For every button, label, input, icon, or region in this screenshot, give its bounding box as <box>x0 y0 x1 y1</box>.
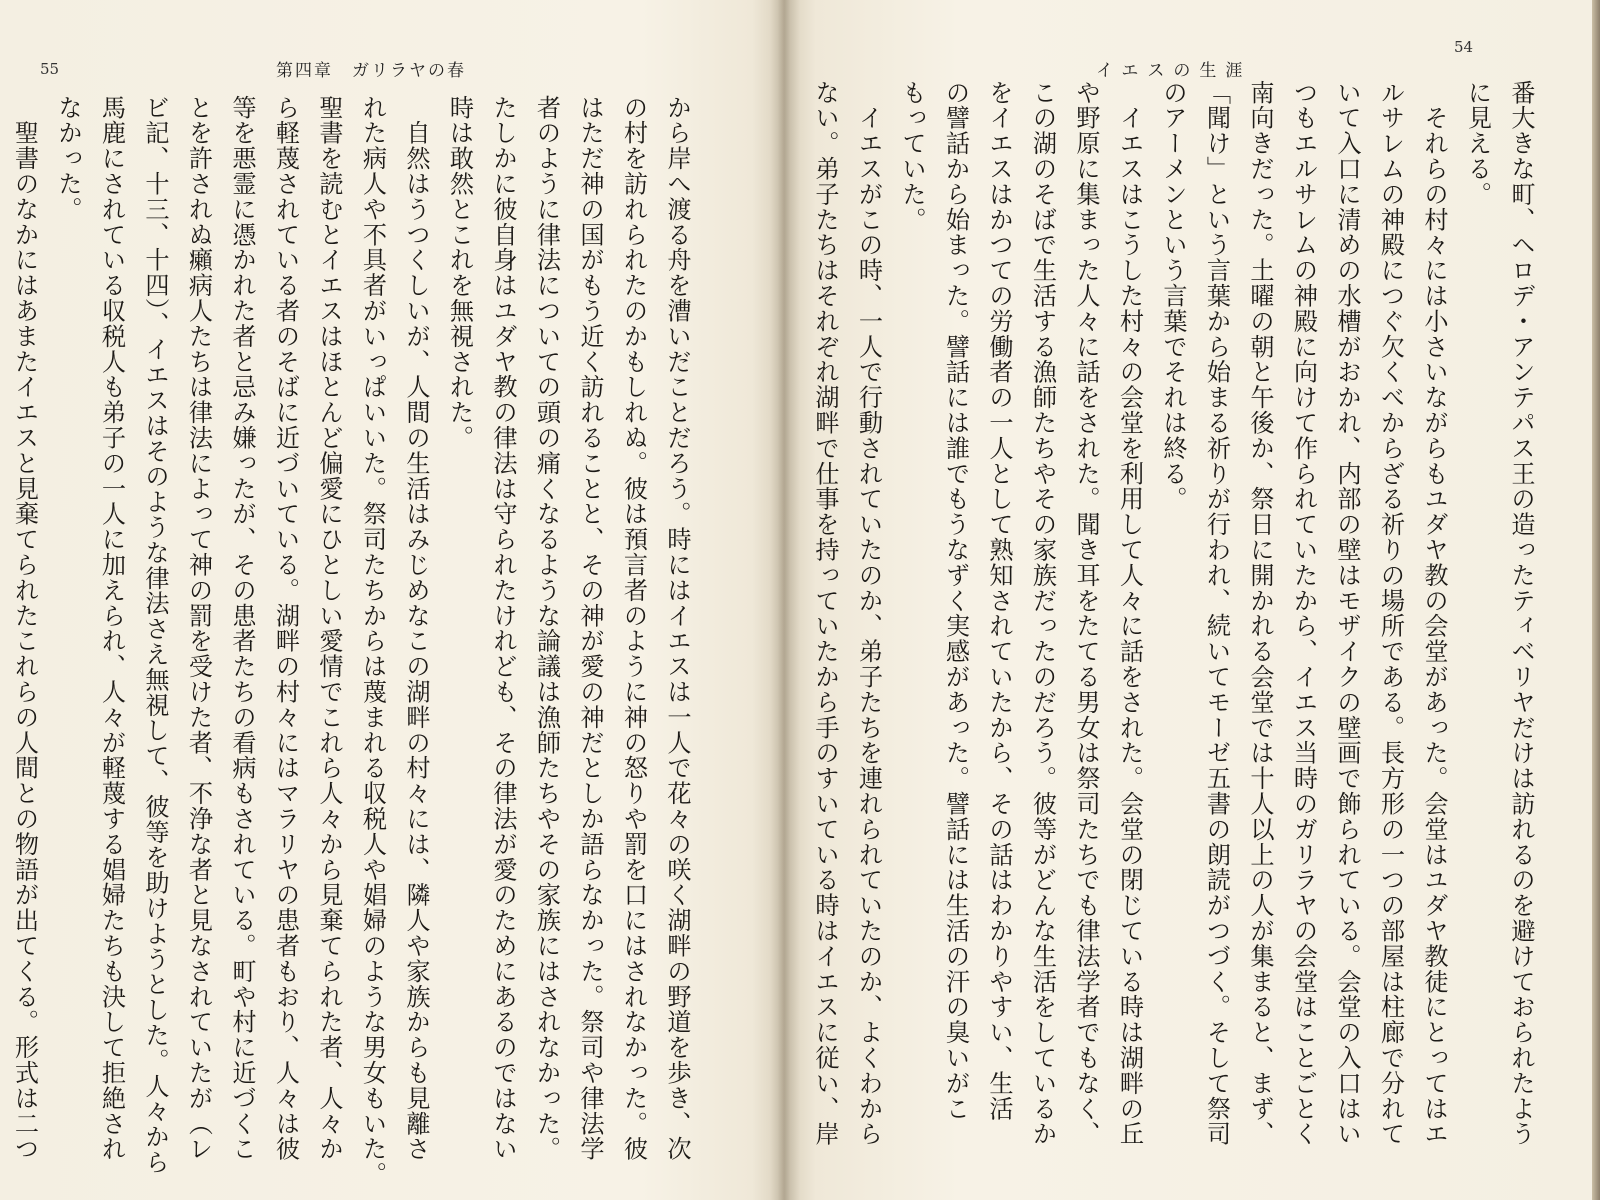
text-column: とを許されぬ癩病人たちは律法によって神の罰を受けた者、不浄な者と見なされていたが（レ <box>184 95 213 1162</box>
text-column: に見える。 <box>1463 80 1492 207</box>
text-column: から岸へ渡る舟を漕いだことだろう。時にはイエスは一人で花々の咲く湖畔の野道を歩き、次 <box>663 95 691 1162</box>
text-column: たしかに彼自身はユダヤ教の律法は守られたけれども、その律法が愛のためにあるのではない <box>489 95 517 1162</box>
text-column: イエスがこの時、一人で行動されていたのか、弟子たちを連れられていたのか、よくわから <box>854 80 883 1147</box>
text-column <box>0 95 2 1170</box>
text-column: のアーメンという言葉でそれは終る。 <box>1159 80 1187 512</box>
text-column: 等を悪霊に憑かれた者と忌み嫌ったが、その患者たちの看病もされている。町や村に近づくこ <box>228 95 256 1162</box>
text-column: れた病人や不具者がいっぱいいた。祭司たちからは蔑まれる収税人や娼婦のような男女もいた。 <box>358 95 387 1188</box>
text-column: はただ神の国がもう近く訪れることと、その神が愛の神だとしか語らなかった。祭司や律法学 <box>576 95 604 1162</box>
running-head: 第四章 ガリラヤの春 <box>276 61 466 81</box>
body-text <box>10 95 698 1188</box>
text-column: 南向きだった。土曜の朝と午後か、祭日に開かれる会堂では十人以上の人が集まると、まず、 <box>1246 80 1274 1147</box>
text-column: なかった。 <box>54 95 82 222</box>
text-column: ら軽蔑されている者のそばに近づいている。湖畔の村々にはマラリヤの患者もおり、人々は彼 <box>271 95 300 1162</box>
text-column: の村を訪れられたのかもしれぬ。彼は預言者のように神の怒りや罰を口にはされなかった。彼 <box>619 95 648 1162</box>
text-column: ない。弟子たちはそれぞれ湖畔で仕事を持っていたから手のすいている時はイエスに従い、岸 <box>811 80 839 1147</box>
page-edge <box>1592 0 1600 1200</box>
text-column: この湖のそばで生活する漁師たちやその家族だったのだろう。彼等がどんな生活をしているか <box>1028 80 1057 1147</box>
text-column: いて入口に清めの水槽がおかれ、内部の壁はモザイクの壁画で飾られている。会堂の入口はい <box>1333 80 1361 1147</box>
text-column: の譬話から始まった。譬話には誰でもうなずく実感があった。譬話には生活の汗の臭いがこ <box>941 80 970 1122</box>
text-column: イエスはこうした村々の会堂を利用して人々に話をされた。会堂の閉じている時は湖畔の丘 <box>1115 80 1144 1147</box>
text-column: や野原に集まった人々に話をされた。聞き耳をたてる男女は祭司たちでも律法学者でもなく、 <box>1072 80 1100 1147</box>
page-number: 54 <box>1454 38 1474 56</box>
text-column: をイエスはかつての労働者の一人として熟知されていたから、その話はわかりやすい、生活 <box>985 80 1013 1122</box>
text-column: 時は敢然とこれを無視された。 <box>445 95 474 451</box>
running-head: イエスの生涯 <box>1096 61 1252 81</box>
page-number: 55 <box>40 60 60 78</box>
text-column: 聖書を読むとイエスはほとんど偏愛にひとしい愛情でこれら人々から見棄てられた者、人々か <box>315 95 343 1162</box>
text-column: 自然はうつくしいが、人間の生活はみじめなこの湖畔の村々には、隣人や家族からも見離さ <box>402 95 430 1162</box>
left-page <box>0 0 784 1200</box>
text-column: 番大きな町、ヘロデ・アンテパス王の造ったティベリヤだけは訪れるのを避けておられたよう <box>1507 80 1535 1147</box>
text-column: 者のように律法についての頭の痛くなるような論議は漁師たちやその家族にはされなかった。 <box>532 95 561 1162</box>
text-column: それらの村々には小さいながらもユダヤ教の会堂があった。会堂はユダヤ教徒にとってはエ <box>1420 80 1448 1147</box>
right-page <box>784 0 1600 1200</box>
text-column: 聖書のなかにはあまたイエスと見棄てられたこれらの人間との物語が出てくる。形式は二つ <box>10 95 39 1162</box>
text-column: ルサレムの神殿につぐ欠くべからざる祈りの場所である。長方形の一つの部屋は柱廊で分れて <box>1376 80 1405 1147</box>
text-column: 馬鹿にされている収税人も弟子の一人に加えられ、人々が軽蔑する娼婦たちも決して拒絶され <box>97 95 126 1162</box>
text-column: ビ記、十三、十四）、イエスはそのような律法さえ無視して、彼等を助けようとした。人々から <box>141 95 169 1176</box>
text-column: 「聞け」という言葉から始まる祈りが行われ、続いてモーゼ五書の朗読がつづく。そして祭司 <box>1202 80 1231 1147</box>
text-column: つもエルサレムの神殿に向けて作られていたから、イエス当時のガリラヤの会堂はことごとく <box>1289 80 1318 1147</box>
body-text <box>811 80 1542 1155</box>
text-column: もっていた。 <box>898 80 926 233</box>
